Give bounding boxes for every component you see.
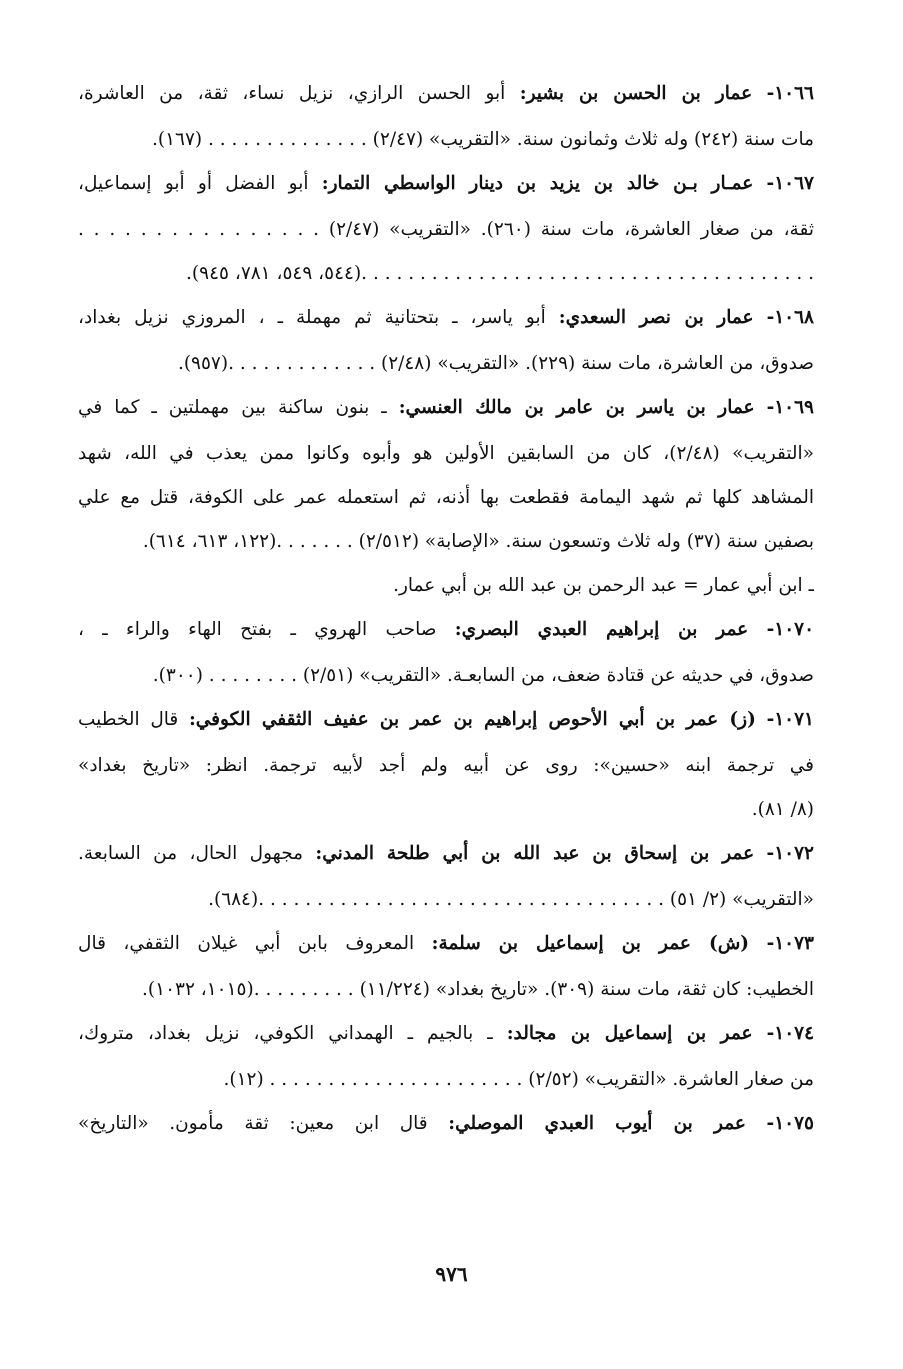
entry-1068 <box>78 296 814 386</box>
entry-head: عمـار بـن خالد بن يزيد بن دينار الواسطي التمار: <box>321 173 754 194</box>
entry-line: من صغار العاشرة. «التقريب» (٢/٥٢) . . . . . . . . . . . . . . . . . . . . . . (١٢). <box>223 1069 814 1090</box>
entry-head: عمر بن إسماعيل بن مجالد: <box>506 1023 753 1044</box>
entry-head: (ش) عمر بن إسماعيل بن سلمة: <box>431 933 750 954</box>
page-number: ٩٧٦ <box>435 1262 468 1286</box>
entry-1073 <box>78 922 814 1012</box>
entry-number: ١٠٧١- <box>766 709 814 730</box>
entry-line: بصفين سنة (٣٧) وله ثلاث وتسعون سنة. «الإصابة» (٢/٥١٢) . . . . . . .(١٢٢، ٦١٣، ٦١٤). <box>142 531 814 552</box>
entry-head: عمار بن ياسر بن عامر بن مالك العنسي: <box>398 397 755 418</box>
entry-1066 <box>78 72 814 162</box>
entry-1071 <box>78 698 814 832</box>
entry-first-line <box>78 922 814 968</box>
entry-number: ١٠٦٩- <box>766 397 814 418</box>
entry-1067 <box>78 162 814 296</box>
entry-line: (٨/ ٨١). <box>751 799 814 820</box>
entry-first-line <box>78 1012 814 1058</box>
entry-first-line <box>78 832 814 878</box>
entry-line: «التقريب» (٢/ ٥١) . . . . . . . . . . . . . . . . . . . . . . . . . . . . . . . . . . .(٦٨٤). <box>208 889 814 910</box>
entry-text: مجهول الحال، من السابعة. <box>78 843 304 864</box>
entry-line: مات سنة (٢٤٢) وله ثلاث وثمانون سنة. «التقريب» (٢/٤٧) . . . . . . . . . . . . . . (١٦٧). <box>152 129 814 150</box>
entry-text: المعروف بابن أبي غيلان الثقفي، قال <box>78 933 415 954</box>
entry-number: ١٠٦٦- <box>766 83 814 104</box>
entry-line: «التقريب» (٢/٤٨)، كان من السابقين الأولين هو وأبوه وكانوا ممن يعذب في الله، شهد <box>78 443 814 464</box>
entry-head: عمار بن نصر السعدي: <box>558 307 754 328</box>
entry-1072 <box>78 832 814 922</box>
entry-1069 <box>78 386 814 564</box>
entry-first-line <box>78 698 814 744</box>
entry-number: ١٠٧٥- <box>766 1113 814 1134</box>
entry-1075 <box>78 1102 814 1148</box>
entry-text: أبو ياسر، ـ بتحتانية ثم مهملة ـ ، المروزي نزيل بغداد، <box>78 307 546 328</box>
entry-first-line <box>78 296 814 342</box>
entry-head: عمار بن الحسن بن بشير: <box>519 83 753 104</box>
entry-number: ١٠٧٣- <box>766 933 814 954</box>
entry-text: ـ بنون ساكنة بين مهملتين ـ كما في <box>78 397 387 418</box>
entry-first-line <box>78 162 814 208</box>
page-body <box>78 72 814 1148</box>
entry-line: المشاهد كلها ثم شهد اليمامة فقطعت بها أذنه، ثم استعمله عمر على الكوفة، قتل مع علي <box>78 487 814 508</box>
entry-line: . . . . . . . . . . . . . . . . . . . . . . . . . . . . . . . . . . . . . . .(٥٤٤، ٥٤٩، ٧٨١، ٩٤٥). <box>186 263 814 284</box>
entry-first-line <box>78 386 814 432</box>
entry-line: الخطيب: كان ثقة، مات سنة (٣٠٩). «تاريخ بغداد» (١١/٢٢٤) . . . . . . . . .(١٠١٥، ١٠٣٢). <box>142 979 814 1000</box>
entry-line: في ترجمة ابنه «حسين»: روى عن أبيه ولم أجد لأبيه ترجمة. انظر: «تاريخ بغداد» <box>78 755 814 776</box>
entry-head: عمر بن أيوب العبدي الموصلي: <box>448 1113 746 1134</box>
entry-number: ١٠٦٧- <box>766 173 814 194</box>
entry-head: عمر بن إسحاق بن عبد الله بن أبي طلحة المدني: <box>315 843 755 864</box>
entry-first-line <box>78 72 814 118</box>
entry-head: عمر بن إبراهيم العبدي البصري: <box>454 619 749 640</box>
entry-first-line <box>78 608 814 654</box>
entry-text: صاحب الهروي ـ بفتح الهاء والراء ـ ، <box>78 619 437 640</box>
entry-head: (ز) عمر بن أبي الأحوص إبراهيم بن عمر بن عفيف الثقفي الكوفي: <box>188 709 756 730</box>
entry-number: ١٠٧٢- <box>766 843 814 864</box>
entry-line: صدوق، في حديثه عن قتادة ضعف، من السابعـة. «التقريب» (٢/٥١) . . . . . . . . (٣٠٠). <box>152 665 814 686</box>
entry-text: أبو الحسن الرازي، نزيل نساء، ثقة، من العاشرة، <box>78 83 506 104</box>
entry-number: ١٠٧٠- <box>766 619 814 640</box>
entry-1074 <box>78 1012 814 1102</box>
entry-text: أبو الفضل أو أبو إسماعيل، <box>78 173 309 194</box>
cross-reference-note: ـ ابن أبي عمار = عبد الرحمن بن عبد الله بن أبي عمار. <box>393 575 814 596</box>
entry-text: قال ابن معين: ثقة مأمون. «التاريخ» <box>78 1113 428 1134</box>
entry-first-line <box>78 1102 814 1148</box>
entry-line: صدوق، من العاشرة، مات سنة (٢٢٩). «التقريب» (٢/٤٨) . . . . . . . . . . . . .(٩٥٧). <box>177 353 814 374</box>
entry-number: ١٠٧٤- <box>766 1023 814 1044</box>
entry-1070 <box>78 608 814 698</box>
entry-text: قال الخطيب <box>78 709 179 730</box>
entry-number: ١٠٦٨- <box>766 307 814 328</box>
entry-line: ثقة، من صغار العاشرة، مات سنة (٢٦٠). «التقريب» (٢/٤٧) . . . . . . . . . . . . . . . . <box>78 219 814 240</box>
entry-text: ـ بالجيم ـ الهمداني الكوفي، نزيل بغداد، متروك، <box>78 1023 493 1044</box>
